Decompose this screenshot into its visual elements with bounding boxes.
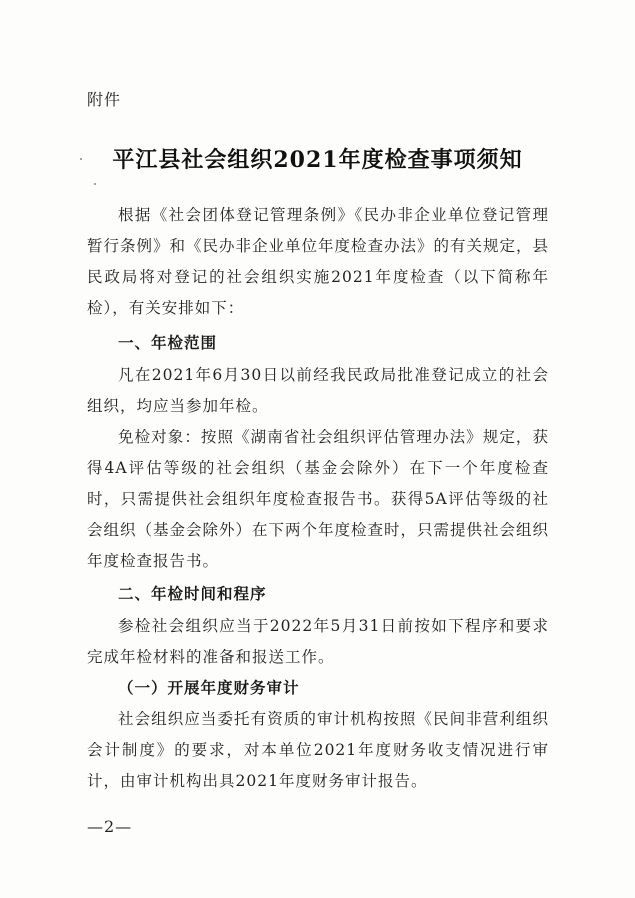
- section2-paragraph-1: 参检社会组织应当于2022年5月31日前按如下程序和要求完成年检材料的准备和报送工作。: [87, 617, 549, 666]
- subsection1-paragraph: 社会组织应当委托有资质的审计机构按照《民间非营利组织会计制度》的要求，对本单位2021年度财务收支情况进行审计，由审计机构出具2021年度财务审计报告。: [87, 710, 549, 790]
- section1-paragraph-1: 凡在2021年6月30日以前经我民政局批准登记成立的社会组织，均应当参加年检。: [87, 366, 549, 415]
- attachment-label: 附件: [87, 90, 122, 109]
- page-number: —2—: [87, 817, 133, 836]
- section1-heading: 一、年检范围: [118, 334, 218, 352]
- section2-heading: 二、年检时间和程序: [118, 585, 267, 603]
- section1-paragraph-2: 免检对象：按照《湖南省社会组织评估管理办法》规定，获得4A评估等级的社会组织（基金会除外）在下一个年度检查时，只需提供社会组织年度检查报告书。获得5A评估等级的社会组织（基金会除外）在下两个年度检查时，只需提供社会组织年度检查报告书。: [87, 428, 550, 570]
- scan-speck: [94, 183, 96, 185]
- document-title: 平江县社会组织2021年度检查事项须知: [112, 147, 523, 173]
- intro-paragraph: 根据《社会团体登记管理条例》《民办非企业单位登记管理暂行条例》和《民办非企业单位年度检查办法》的有关规定，县民政局将对登记的社会组织实施2021年度检查（以下简称年检），有关安排如下：: [87, 206, 550, 317]
- subsection1-heading: （一）开展年度财务审计: [118, 679, 300, 697]
